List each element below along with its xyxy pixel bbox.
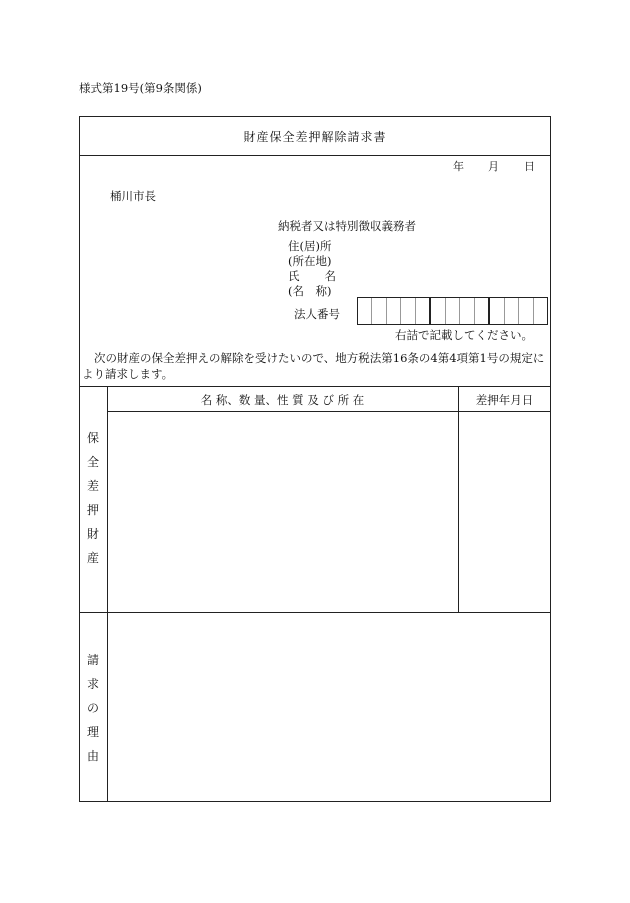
taxpayer-label: 納税者又は特別徴収義務者 [278,219,416,233]
vertical-label-char: 保 [86,431,99,445]
address-sub-label: (所在地) [288,254,332,268]
property-section-label [84,426,102,570]
corporate-number-label: 法人番号 [294,307,340,321]
form-number-label: 様式第19号(第9条関係) [79,81,202,95]
address-label: 住(居)所 [288,239,332,253]
vertical-label-char: 由 [86,749,99,763]
corporate-number-digit[interactable] [445,298,459,324]
vertical-label-char: 求 [86,677,99,691]
date-day-label: 日 [524,160,535,173]
property-column-header: 名 称、数 量、性 質 及 び 所 在 [200,393,365,407]
corporate-number-digit[interactable] [474,298,488,324]
corporate-number-digit[interactable] [518,298,532,324]
reason-section-label [84,648,102,768]
vertical-label-char: 財 [86,527,99,541]
date-month-label: 月 [488,160,499,173]
name-sub-label: (名 称) [288,284,332,298]
date-year-label: 年 [453,160,464,173]
seizure-date-entry-area[interactable] [459,412,550,611]
corporate-number-digit[interactable] [488,298,503,324]
form-title: 財産保全差押解除請求書 [243,130,387,144]
reason-entry-area[interactable] [108,613,550,801]
title-divider [79,155,551,156]
vertical-label-char: 押 [86,503,99,517]
vertical-label-char: の [86,701,99,715]
vertical-label-char: 理 [86,725,99,739]
vertical-label-char: 全 [86,455,99,469]
corporate-number-field[interactable] [357,297,548,325]
corporate-number-digit[interactable] [459,298,473,324]
seizure-date-column-header: 差押年月日 [475,393,534,407]
corporate-number-note: 右詰で記載してください。 [395,328,533,342]
header-divider [79,386,551,387]
vertical-label-char: 産 [86,551,99,565]
corporate-number-digit[interactable] [386,298,400,324]
name-label: 氏 名 [288,269,336,283]
corporate-number-digit[interactable] [533,298,547,324]
vertical-label-char: 請 [86,653,99,667]
addressee: 桶川市長 [110,189,156,203]
request-statement: 次の財産の保全差押えの解除を受けたいので、地方税法第16条の4第4項第1号の規定により請求します。 [82,351,545,381]
corporate-number-digit[interactable] [358,298,371,324]
corporate-number-digit[interactable] [415,298,429,324]
corporate-number-digit[interactable] [371,298,385,324]
corporate-number-digit[interactable] [504,298,518,324]
vertical-label-char: 差 [86,479,99,493]
property-entry-area[interactable] [108,412,457,611]
corporate-number-digit[interactable] [429,298,444,324]
corporate-number-digit[interactable] [400,298,414,324]
